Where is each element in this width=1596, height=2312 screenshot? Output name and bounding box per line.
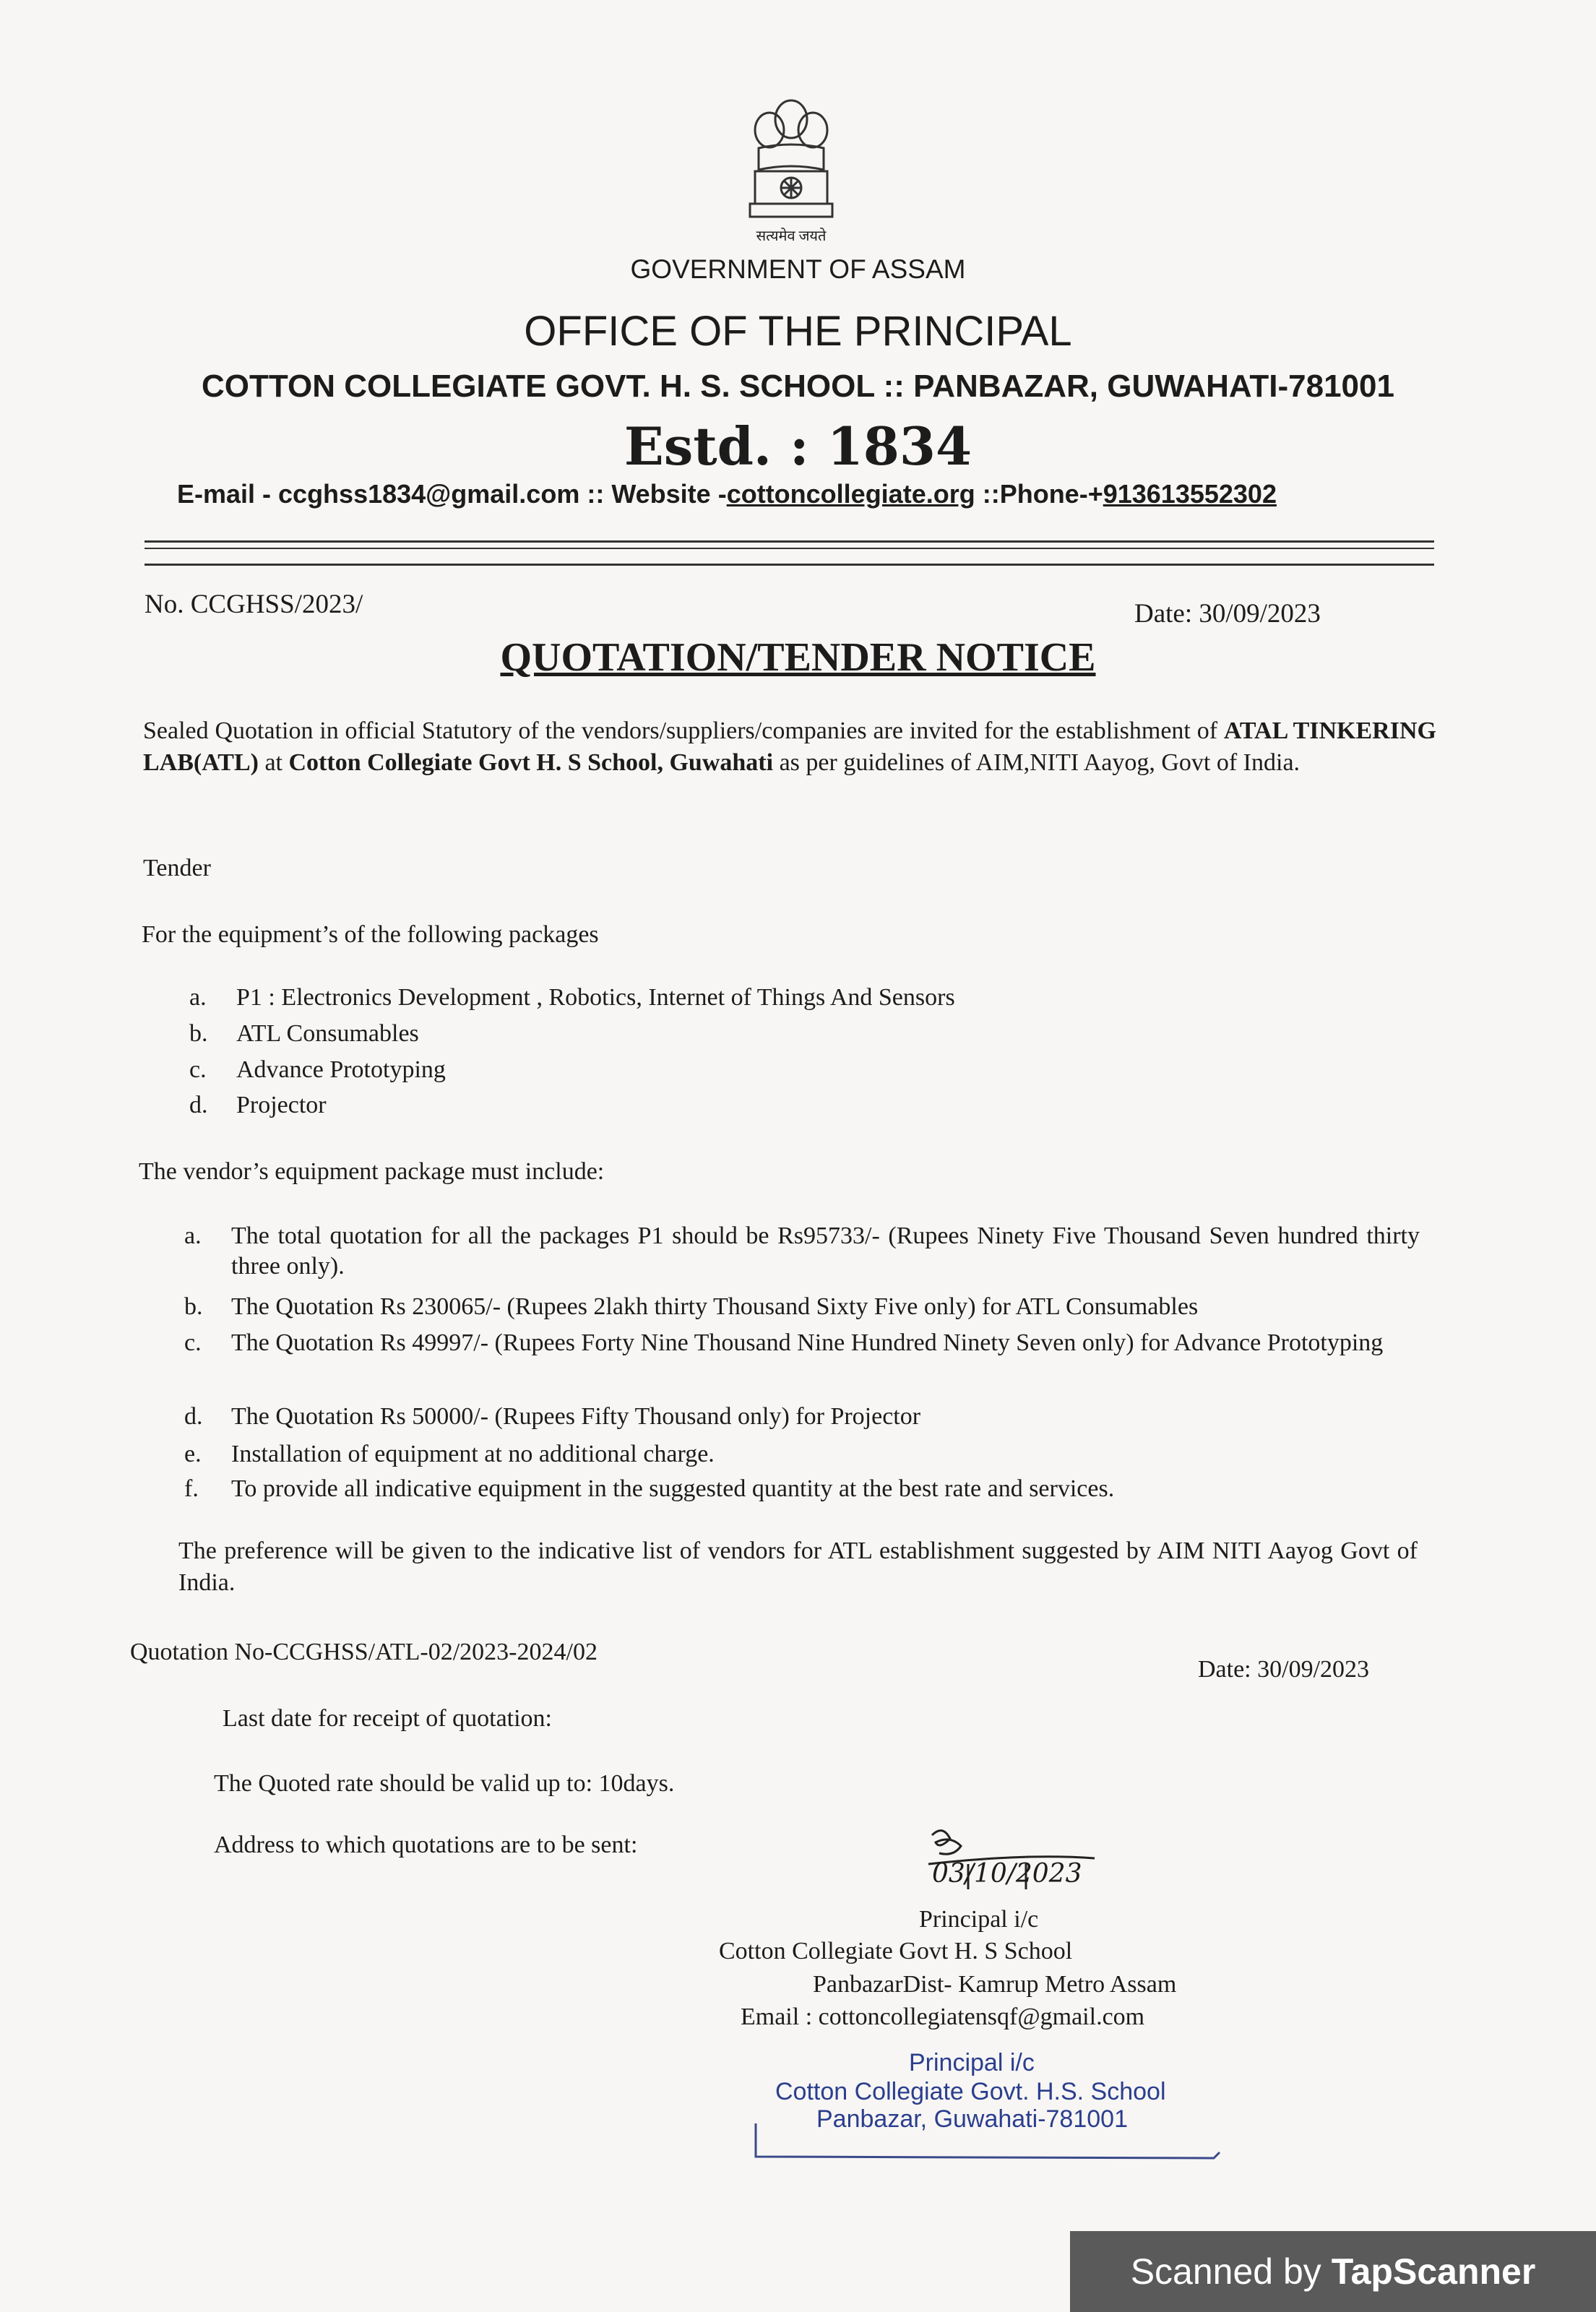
contact-email: E-mail - ccghss1834@gmail.com :: Website -: [177, 479, 727, 509]
government-title: GOVERNMENT OF ASSAM: [630, 254, 966, 284]
school-address-line: COTTON COLLEGIATE GOVT. H. S. SCHOOL :: PANBAZAR, GUWAHATI-781001: [202, 368, 1394, 404]
list-item: [184, 1474, 1420, 1504]
intro-school-name: Cotton Collegiate Govt H. S School, Guwahati: [288, 749, 774, 776]
list-item: [184, 1292, 1420, 1322]
requirement-text: The total quotation for all the packages P1 should be Rs95733/- (Rupees Ninety Five Thousand Seven hundred thirty three only).: [231, 1222, 1420, 1280]
list-marker: e.: [184, 1441, 202, 1467]
package-text: ATL Consumables: [236, 1020, 419, 1047]
contact-phone-prefix: ::Phone-+: [975, 479, 1103, 509]
address-label: Address to which quotations are to be sent:: [214, 1832, 638, 1858]
watermark-brand: TapScanner: [1331, 2251, 1536, 2292]
package-text: Advance Prototyping: [236, 1056, 446, 1083]
list-item: [184, 1328, 1420, 1358]
intro-text-2: at: [258, 749, 289, 776]
national-emblem-icon: [730, 90, 853, 235]
quotation-date: Date: 30/09/2023: [1198, 1656, 1370, 1683]
list-item: [184, 1439, 1420, 1470]
requirement-text: To provide all indicative equipment in the suggested quantity at the best rate and services.: [231, 1475, 1115, 1502]
requirement-text: The Quotation Rs 230065/- (Rupees 2lakh thirty Thousand Sixty Five only) for ATL Consumables: [231, 1293, 1199, 1320]
list-item: [184, 1402, 1420, 1432]
phone-number: 913613552302: [1103, 479, 1277, 509]
handwritten-date: 03/10/2023: [932, 1859, 1082, 1889]
header-divider: [144, 540, 1434, 543]
emblem-motto: सत्यमेव जयते: [756, 228, 827, 244]
reference-number: No. CCGHSS/2023/: [144, 590, 363, 619]
quotation-number: Quotation No-CCGHSS/ATL-02/2023-2024/02: [130, 1639, 598, 1665]
list-marker: b.: [189, 1020, 208, 1047]
validity-text: The Quoted rate should be valid up to: 10days.: [214, 1770, 675, 1797]
requirement-text: The Quotation Rs 50000/- (Rupees Fifty Thousand only) for Projector: [231, 1403, 921, 1430]
stamp-address: Panbazar, Guwahati-781001: [816, 2105, 1128, 2133]
preference-note: The preference will be given to the indicative list of vendors for ATL establishment suggested by AIM NITI Aayog Govt of India.: [178, 1537, 1418, 1596]
intro-text-1: Sealed Quotation in official Statutory of the vendors/suppliers/companies are invited for the establishment of: [143, 717, 1224, 744]
last-date-label: Last date for receipt of quotation:: [223, 1705, 552, 1732]
intro-paragraph: [143, 715, 1436, 779]
vendor-requirements-intro: The vendor’s equipment package must include:: [139, 1158, 605, 1185]
notice-title: QUOTATION/TENDER NOTICE: [500, 635, 1096, 680]
website-link[interactable]: cottoncollegiate.org: [726, 479, 975, 509]
watermark-prefix: Scanned by: [1130, 2251, 1321, 2292]
established-year: Estd. : 1834: [624, 415, 972, 477]
notice-date: Date: 30/09/2023: [1134, 599, 1321, 629]
list-marker: b.: [184, 1293, 203, 1320]
package-text: Projector: [236, 1092, 327, 1118]
list-item: [184, 1221, 1420, 1282]
list-marker: d.: [184, 1403, 203, 1430]
list-marker: c.: [189, 1056, 207, 1083]
list-marker: c.: [184, 1329, 202, 1356]
stamp-title: Principal i/c: [909, 2049, 1035, 2076]
header-divider-bottom: [144, 564, 1434, 566]
signatory-school: Cotton Collegiate Govt H. S School: [719, 1938, 1073, 1964]
packages-intro: For the equipment’s of the following packages: [142, 921, 599, 948]
signatory-email: Email : cottoncollegiatensqf@gmail.com: [741, 2003, 1145, 2030]
signatory-title: Principal i/c: [919, 1906, 1039, 1933]
header-divider-secondary: [144, 548, 1434, 549]
requirement-text: Installation of equipment at no additional charge.: [231, 1441, 715, 1467]
scanner-watermark: [1070, 2231, 1596, 2312]
signatory-address: PanbazarDist- Kamrup Metro Assam: [813, 1971, 1177, 1998]
list-marker: a.: [184, 1222, 202, 1249]
list-marker: d.: [189, 1092, 208, 1118]
office-title: OFFICE OF THE PRINCIPAL: [524, 308, 1072, 355]
requirement-text: The Quotation Rs 49997/- (Rupees Forty Nine Thousand Nine Hundred Ninety Seven only) for Advance Prototyping: [231, 1329, 1384, 1356]
intro-text-3: as per guidelines of AIM,NITI Aayog, Govt of India.: [773, 749, 1300, 776]
intro-lab-name: ATAL TINKERING LAB(ATL): [143, 717, 1436, 776]
tender-label: Tender: [143, 855, 211, 881]
stamp-school: Cotton Collegiate Govt. H.S. School: [775, 2078, 1166, 2105]
list-marker: f.: [184, 1475, 199, 1502]
stamp-bracket: [751, 2121, 1228, 2164]
package-text: P1 : Electronics Development , Robotics, Internet of Things And Sensors: [236, 984, 955, 1011]
contact-line: [177, 479, 1277, 509]
list-marker: a.: [189, 984, 207, 1011]
